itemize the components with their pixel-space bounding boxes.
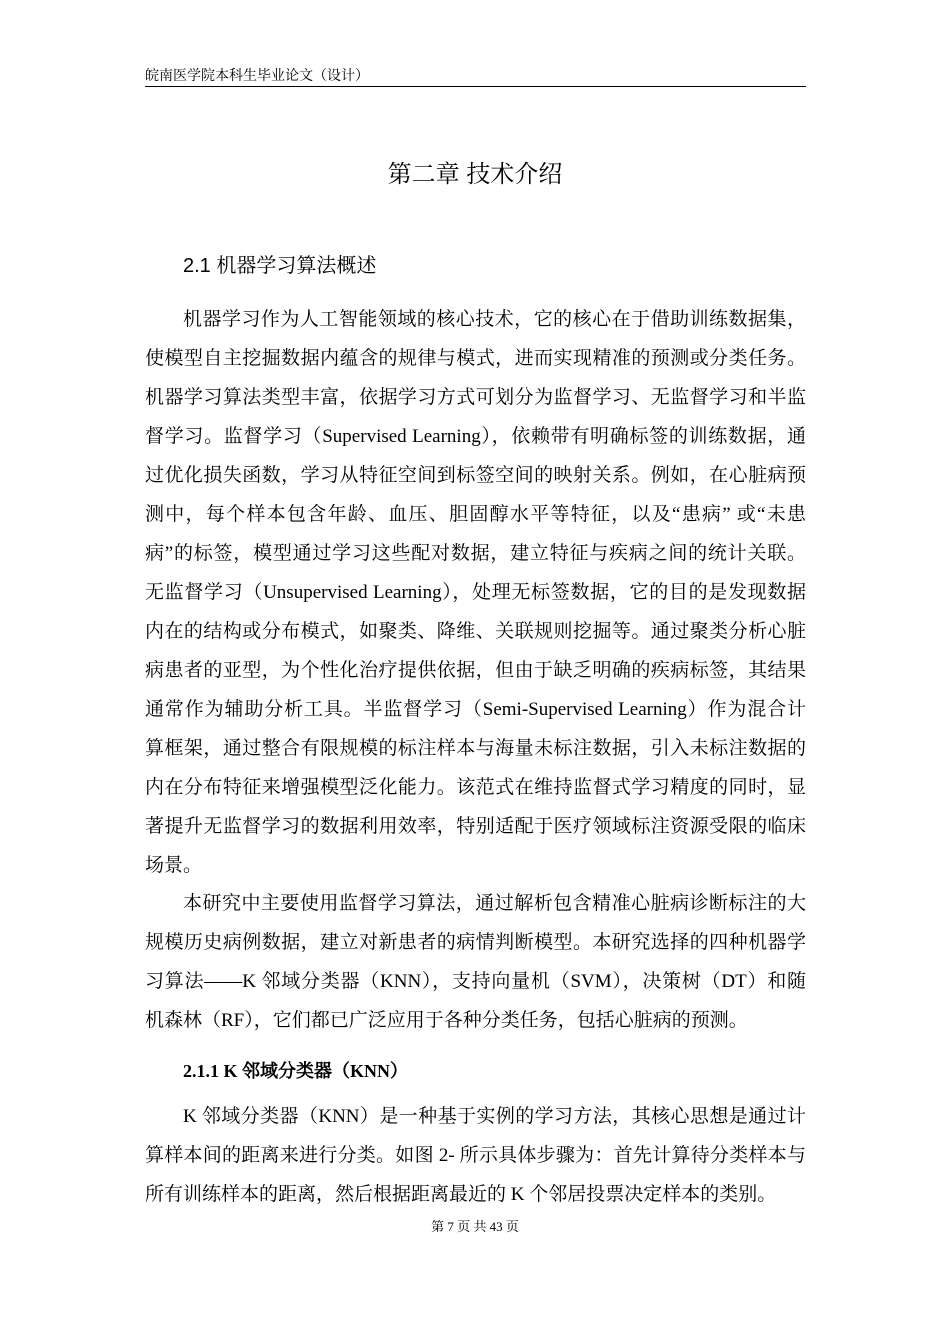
text-line: 场景。 xyxy=(145,855,203,876)
text-line: 过优化损失函数，学习从特征空间到标签空间的映射关系。例如，在心脏病预 xyxy=(145,465,806,486)
text-line: 算框架，通过整合有限规模的标注样本与海量未标注数据，引入未标注数据的 xyxy=(145,738,806,759)
chapter-title: 第二章 技术介绍 xyxy=(387,161,563,188)
text-line: 机器学习算法类型丰富，依据学习方式可划分为监督学习、无监督学习和半监 xyxy=(145,387,806,408)
text-line: 机器学习作为人工智能领域的核心技术，它的核心在于借助训练数据集， xyxy=(183,309,806,330)
section-heading: 2.1 机器学习算法概述 xyxy=(183,255,377,277)
text-line: 所有训练样本的距离，然后根据距离最近的 K 个邻居投票决定样本的类别。 xyxy=(145,1184,777,1205)
subsection-heading: 2.1.1 K 邻域分类器（KNN） xyxy=(183,1061,408,1081)
text-line: 算样本间的距离来进行分类。如图 2- 所示具体步骤为：首先计算待分类样本与 xyxy=(145,1145,806,1166)
header-divider xyxy=(145,86,806,87)
text-line: 内在分布特征来增强模型泛化能力。该范式在维持监督式学习精度的同时，显 xyxy=(145,777,806,798)
text-line: K 邻域分类器（KNN）是一种基于实例的学习方法，其核心思想是通过计 xyxy=(183,1106,806,1127)
text-line: 规模历史病例数据，建立对新患者的病情判断模型。本研究选择的四种机器学 xyxy=(145,932,806,953)
running-header: 皖南医学院本科生毕业论文（设计） xyxy=(145,67,369,83)
text-line: 著提升无监督学习的数据利用效率，特别适配于医疗领域标注资源受限的临床 xyxy=(145,816,806,837)
text-line: 本研究中主要使用监督学习算法，通过解析包含精准心脏病诊断标注的大 xyxy=(183,893,806,914)
text-line: 测中，每个样本包含年龄、血压、胆固醇水平等特征，以及“患病” 或“未患 xyxy=(145,504,806,525)
text-line: 内在的结构或分布模式，如聚类、降维、关联规则挖掘等。通过聚类分析心脏 xyxy=(145,621,806,642)
text-line: 机森林（RF），它们都已广泛应用于各种分类任务，包括心脏病的预测。 xyxy=(145,1010,748,1031)
text-line: 病患者的亚型，为个性化治疗提供依据，但由于缺乏明确的疾病标签，其结果 xyxy=(145,660,806,681)
text-line: 通常作为辅助分析工具。半监督学习（Semi-Supervised Learning）作为混合计 xyxy=(145,699,806,720)
text-line: 督学习。监督学习（Supervised Learning），依赖带有明确标签的训练数据，通 xyxy=(145,426,806,447)
page-number: 第 7 页 共 43 页 xyxy=(431,1219,519,1234)
text-line: 无监督学习（Unsupervised Learning），处理无标签数据，它的目的是发现数据 xyxy=(145,582,806,603)
text-line: 习算法——K 邻域分类器（KNN），支持向量机（SVM），决策树（DT）和随 xyxy=(145,971,806,992)
text-line: 使模型自主挖掘数据内蕴含的规律与模式，进而实现精准的预测或分类任务。 xyxy=(145,348,806,369)
text-line: 病”的标签，模型通过学习这些配对数据，建立特征与疾病之间的统计关联。 xyxy=(145,543,806,564)
